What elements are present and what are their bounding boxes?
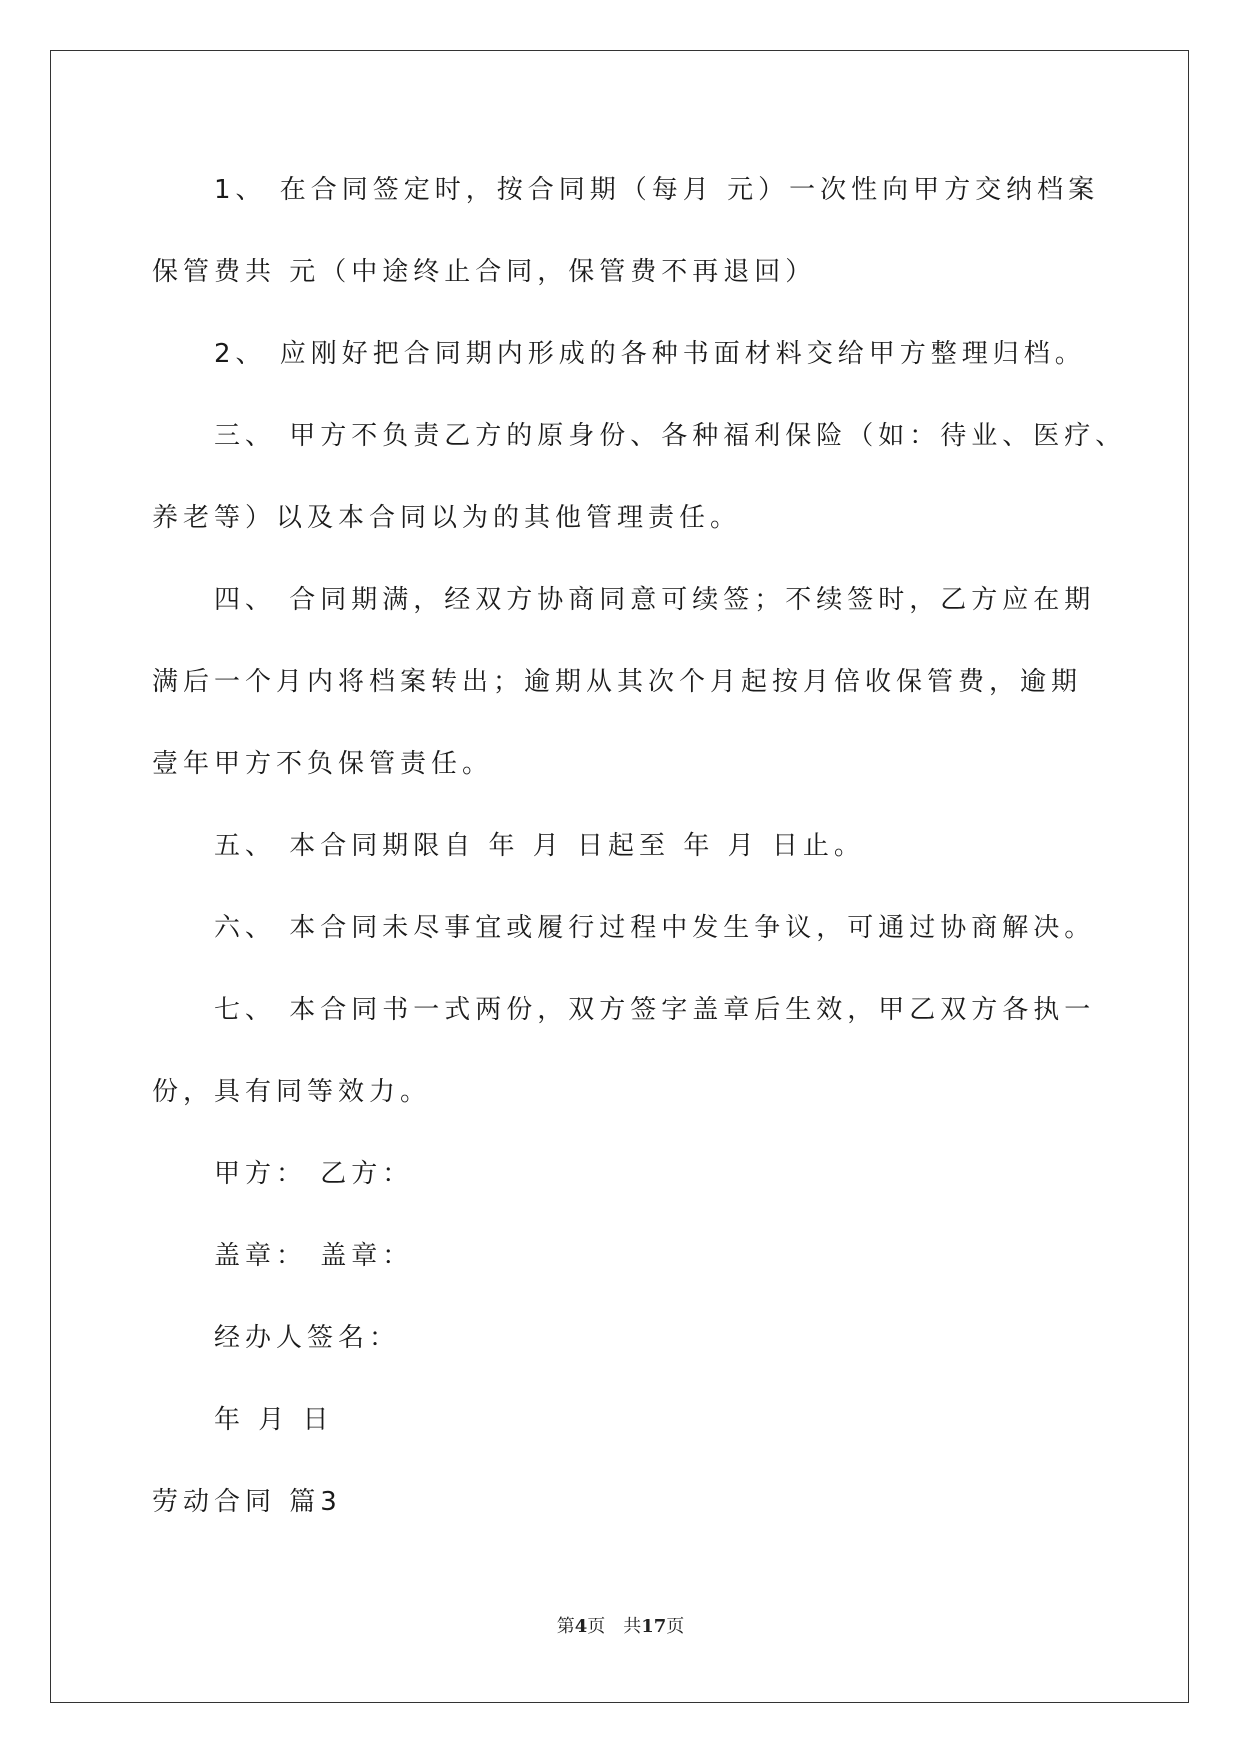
clause-4-line-3: 壹年甲方不负保管责任。 <box>152 749 494 779</box>
clause-4-line-1: 四、 合同期满，经双方协商同意可续签；不续签时，乙方应在期 <box>214 585 1096 615</box>
clause-1-line-1: 1、 在合同签定时，按合同期（每月 元）一次性向甲方交纳档案 <box>214 175 1100 205</box>
footer-total-pages: 17 <box>641 1616 667 1637</box>
signature-handler: 经办人签名： <box>214 1323 401 1353</box>
footer-page-number: 4 <box>574 1616 588 1637</box>
clause-6: 六、 本合同未尽事宜或履行过程中发生争议，可通过协商解决。 <box>214 913 1096 943</box>
footer-prefix: 第 <box>556 1616 575 1637</box>
clause-2: 2、 应刚好把合同期内形成的各种书面材料交给甲方整理归档。 <box>214 339 1086 369</box>
footer-mid: 页 共 <box>587 1616 642 1637</box>
section-heading: 劳动合同 篇3 <box>152 1487 342 1517</box>
page-footer <box>0 1612 1241 1638</box>
page-frame <box>50 50 1189 1703</box>
clause-7-line-2: 份，具有同等效力。 <box>152 1077 432 1107</box>
clause-1-line-2: 保管费共 元（中途终止合同，保管费不再退回） <box>152 257 817 287</box>
footer-suffix: 页 <box>666 1616 685 1637</box>
clause-7-line-1: 七、 本合同书一式两份，双方签字盖章后生效，甲乙双方各执一 <box>214 995 1096 1025</box>
clause-4-line-2: 满后一个月内将档案转出；逾期从其次个月起按月倍收保管费，逾期 <box>152 667 1083 697</box>
signature-seals: 盖章： 盖章： <box>214 1241 414 1271</box>
clause-3-line-2: 养老等）以及本合同以为的其他管理责任。 <box>152 503 742 533</box>
clause-5: 五、 本合同期限自 年 月 日起至 年 月 日止。 <box>214 831 865 861</box>
signature-date: 年 月 日 <box>214 1405 334 1435</box>
signature-parties: 甲方： 乙方： <box>214 1159 414 1189</box>
clause-3-line-1: 三、 甲方不负责乙方的原身份、各种福利保险（如：待业、医疗、 <box>214 421 1127 451</box>
